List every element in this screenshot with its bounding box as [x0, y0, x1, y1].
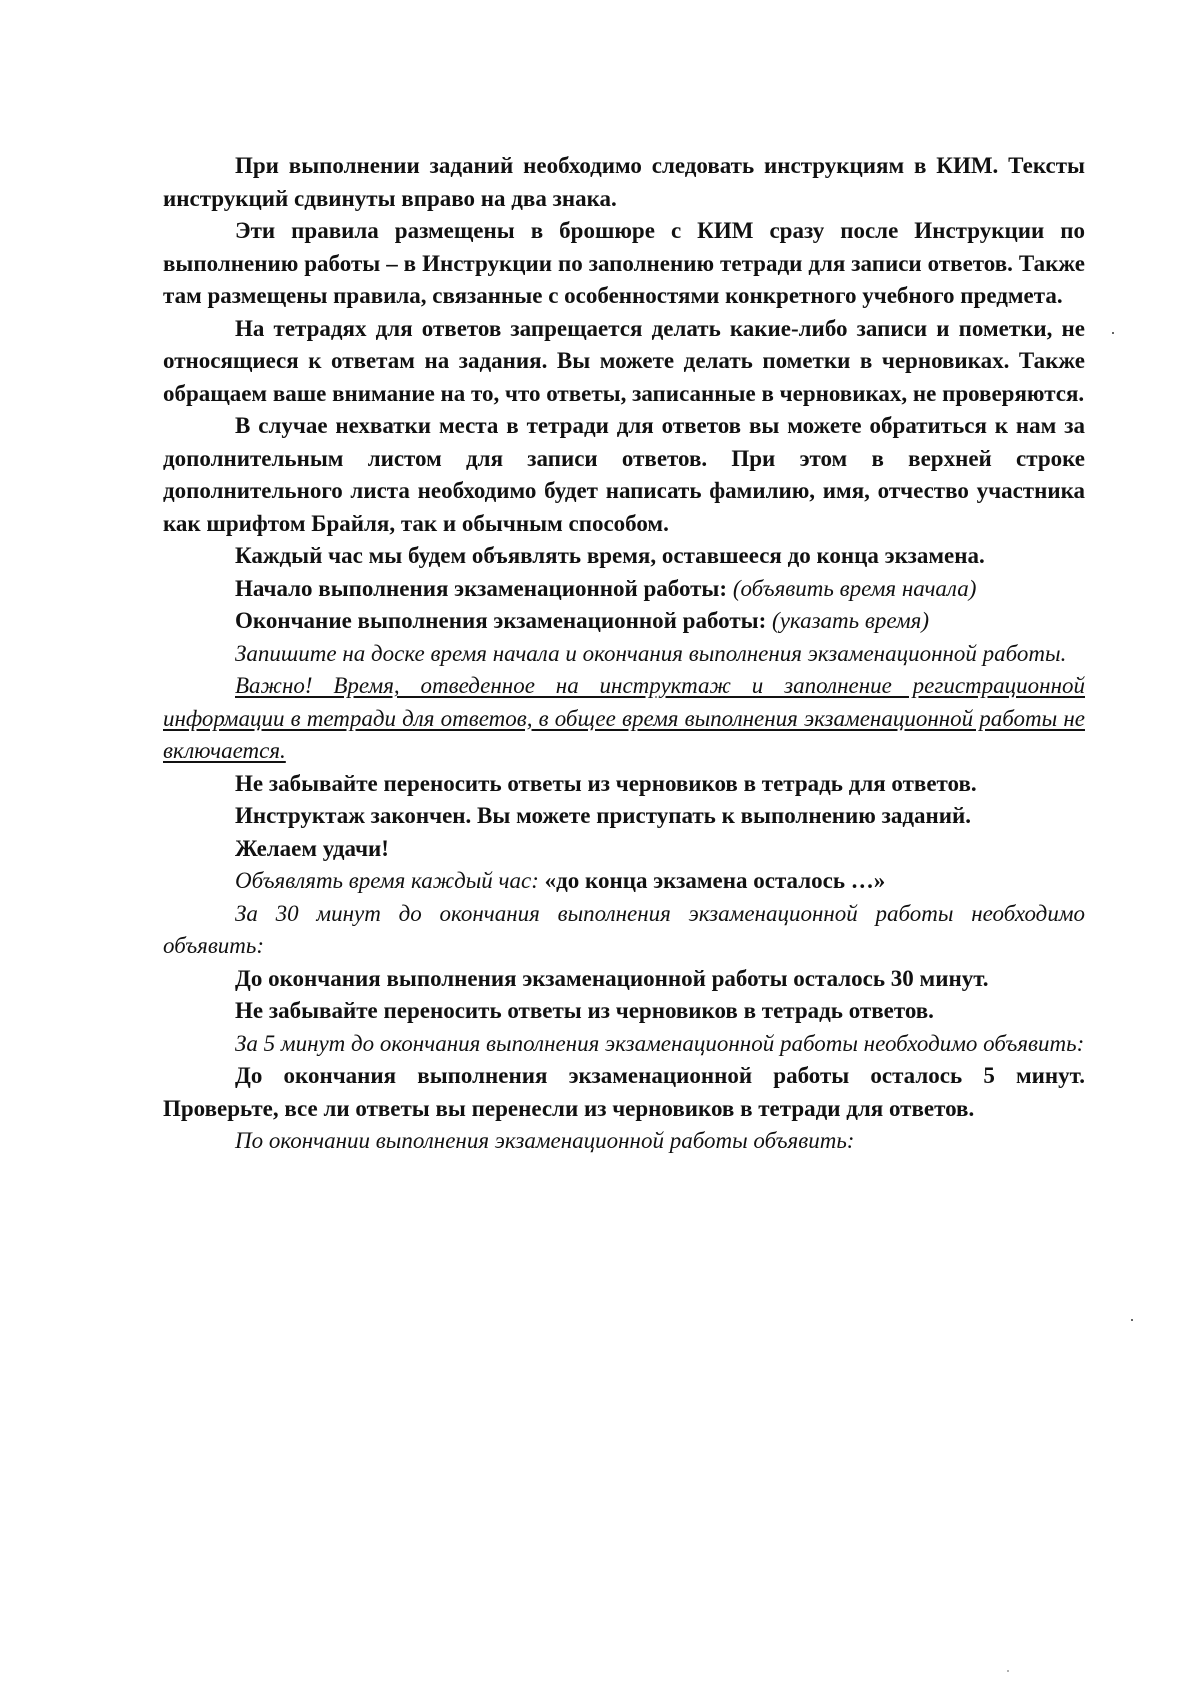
paragraph-5-minutes-note — [163, 1028, 1085, 1061]
scan-speck — [1007, 1670, 1009, 1672]
paragraph-note: Запишите на доске время начала и окончания выполнения экзаменационной работы. — [235, 640, 1067, 666]
paragraph-30-minutes-left — [163, 963, 1085, 996]
paragraph-text: Инструктаж закончен. Вы можете приступать к выполнению заданий. — [235, 803, 971, 828]
paragraph-text: Начало выполнения экзаменационной работы: — [235, 575, 733, 601]
paragraph-additional-sheet — [163, 410, 1085, 540]
paragraph-text: При выполнении заданий необходимо следовать инструкциям в КИМ. Тексты инструкций сдвинуты вправо на два знака. — [163, 153, 1085, 211]
paragraph-note: Важно! Время, отведенное на инструктаж и заполнение регистрационной информации в тетради для ответов, в общее время выполнения экзаменационной работы не включается. — [163, 673, 1085, 763]
paragraph-transfer-answers — [163, 768, 1085, 801]
paragraph-text: Желаем удачи! — [235, 835, 389, 861]
paragraph-hourly-phrase — [163, 865, 1085, 898]
scan-speck — [1112, 332, 1114, 334]
paragraph-note: За 5 минут до окончания выполнения экзаменационной работы необходимо объявить: — [235, 1030, 1085, 1056]
paragraph-text: Окончание выполнения экзаменационной работы: — [235, 608, 773, 633]
paragraph-important-note — [163, 670, 1085, 768]
paragraph-text: Каждый час мы будем объявлять время, оставшееся до конца экзамена. — [235, 543, 985, 568]
paragraph-text: До окончания выполнения экзаменационной работы осталось 30 минут. — [235, 965, 989, 991]
paragraph-note: За 30 минут до окончания выполнения экзаменационной работы необходимо объявить: — [163, 900, 1085, 958]
paragraph-answer-notebooks — [163, 313, 1085, 411]
paragraph-kim-instructions — [163, 150, 1085, 215]
paragraph-rules-location — [163, 215, 1085, 313]
paragraph-5-minutes-left — [163, 1060, 1085, 1125]
paragraph-start-time — [163, 573, 1085, 606]
paragraph-note: По окончании выполнения экзаменационной работы объявить: — [235, 1128, 855, 1153]
paragraph-hourly-announcement — [163, 540, 1085, 573]
paragraph-end-announcement-note — [163, 1125, 1085, 1158]
paragraph-text: В случае нехватки места в тетради для ответов вы можете обратиться к нам за дополнительным листом для записи ответов. При этом в верхней строке дополнительного листа необходимо будет написать фамилию, имя, отчество участника как шрифтом Брайля, так и обычным способом. — [163, 413, 1085, 536]
paragraph-write-on-board — [163, 638, 1085, 671]
paragraph-text: Не забывайте переносить ответы из черновиков в тетрадь для ответов. — [235, 770, 977, 796]
paragraph-text: Не забывайте переносить ответы из черновиков в тетрадь ответов. — [235, 998, 934, 1023]
paragraph-good-luck — [163, 833, 1085, 866]
paragraph-note: (указать время) — [772, 608, 930, 633]
paragraph-transfer-reminder — [163, 995, 1085, 1028]
paragraph-text: Эти правила размещены в брошюре с КИМ сразу после Инструкции по выполнению работы – в Инструкции по заполнению тетради для записи ответов. Также там размещены правила, связанные с особенностями конкретного учебного предмета. — [163, 218, 1085, 308]
paragraph-note: (объявить время начала) — [732, 575, 977, 601]
paragraph-text: «до конца экзамена осталось …» — [544, 868, 886, 893]
paragraph-end-time — [163, 605, 1085, 638]
paragraph-text: На тетрадях для ответов запрещается делать какие-либо записи и пометки, не относящиеся к ответам на задания. Вы можете делать пометки в черновиках. Также обращаем ваше внимание на то, что ответы, записанные в черновиках, не проверяются. — [163, 315, 1085, 406]
paragraph-text: До окончания выполнения экзаменационной работы осталось 5 минут. Проверьте, все ли ответы вы перенесли из черновиков в тетради для ответов. — [163, 1063, 1085, 1121]
paragraph-briefing-finished — [163, 800, 1085, 833]
paragraph-30-minutes-note — [163, 898, 1085, 963]
scan-speck — [1131, 1319, 1133, 1321]
paragraph-note: Объявлять время каждый час: — [235, 868, 545, 893]
document-body — [163, 150, 1085, 1158]
